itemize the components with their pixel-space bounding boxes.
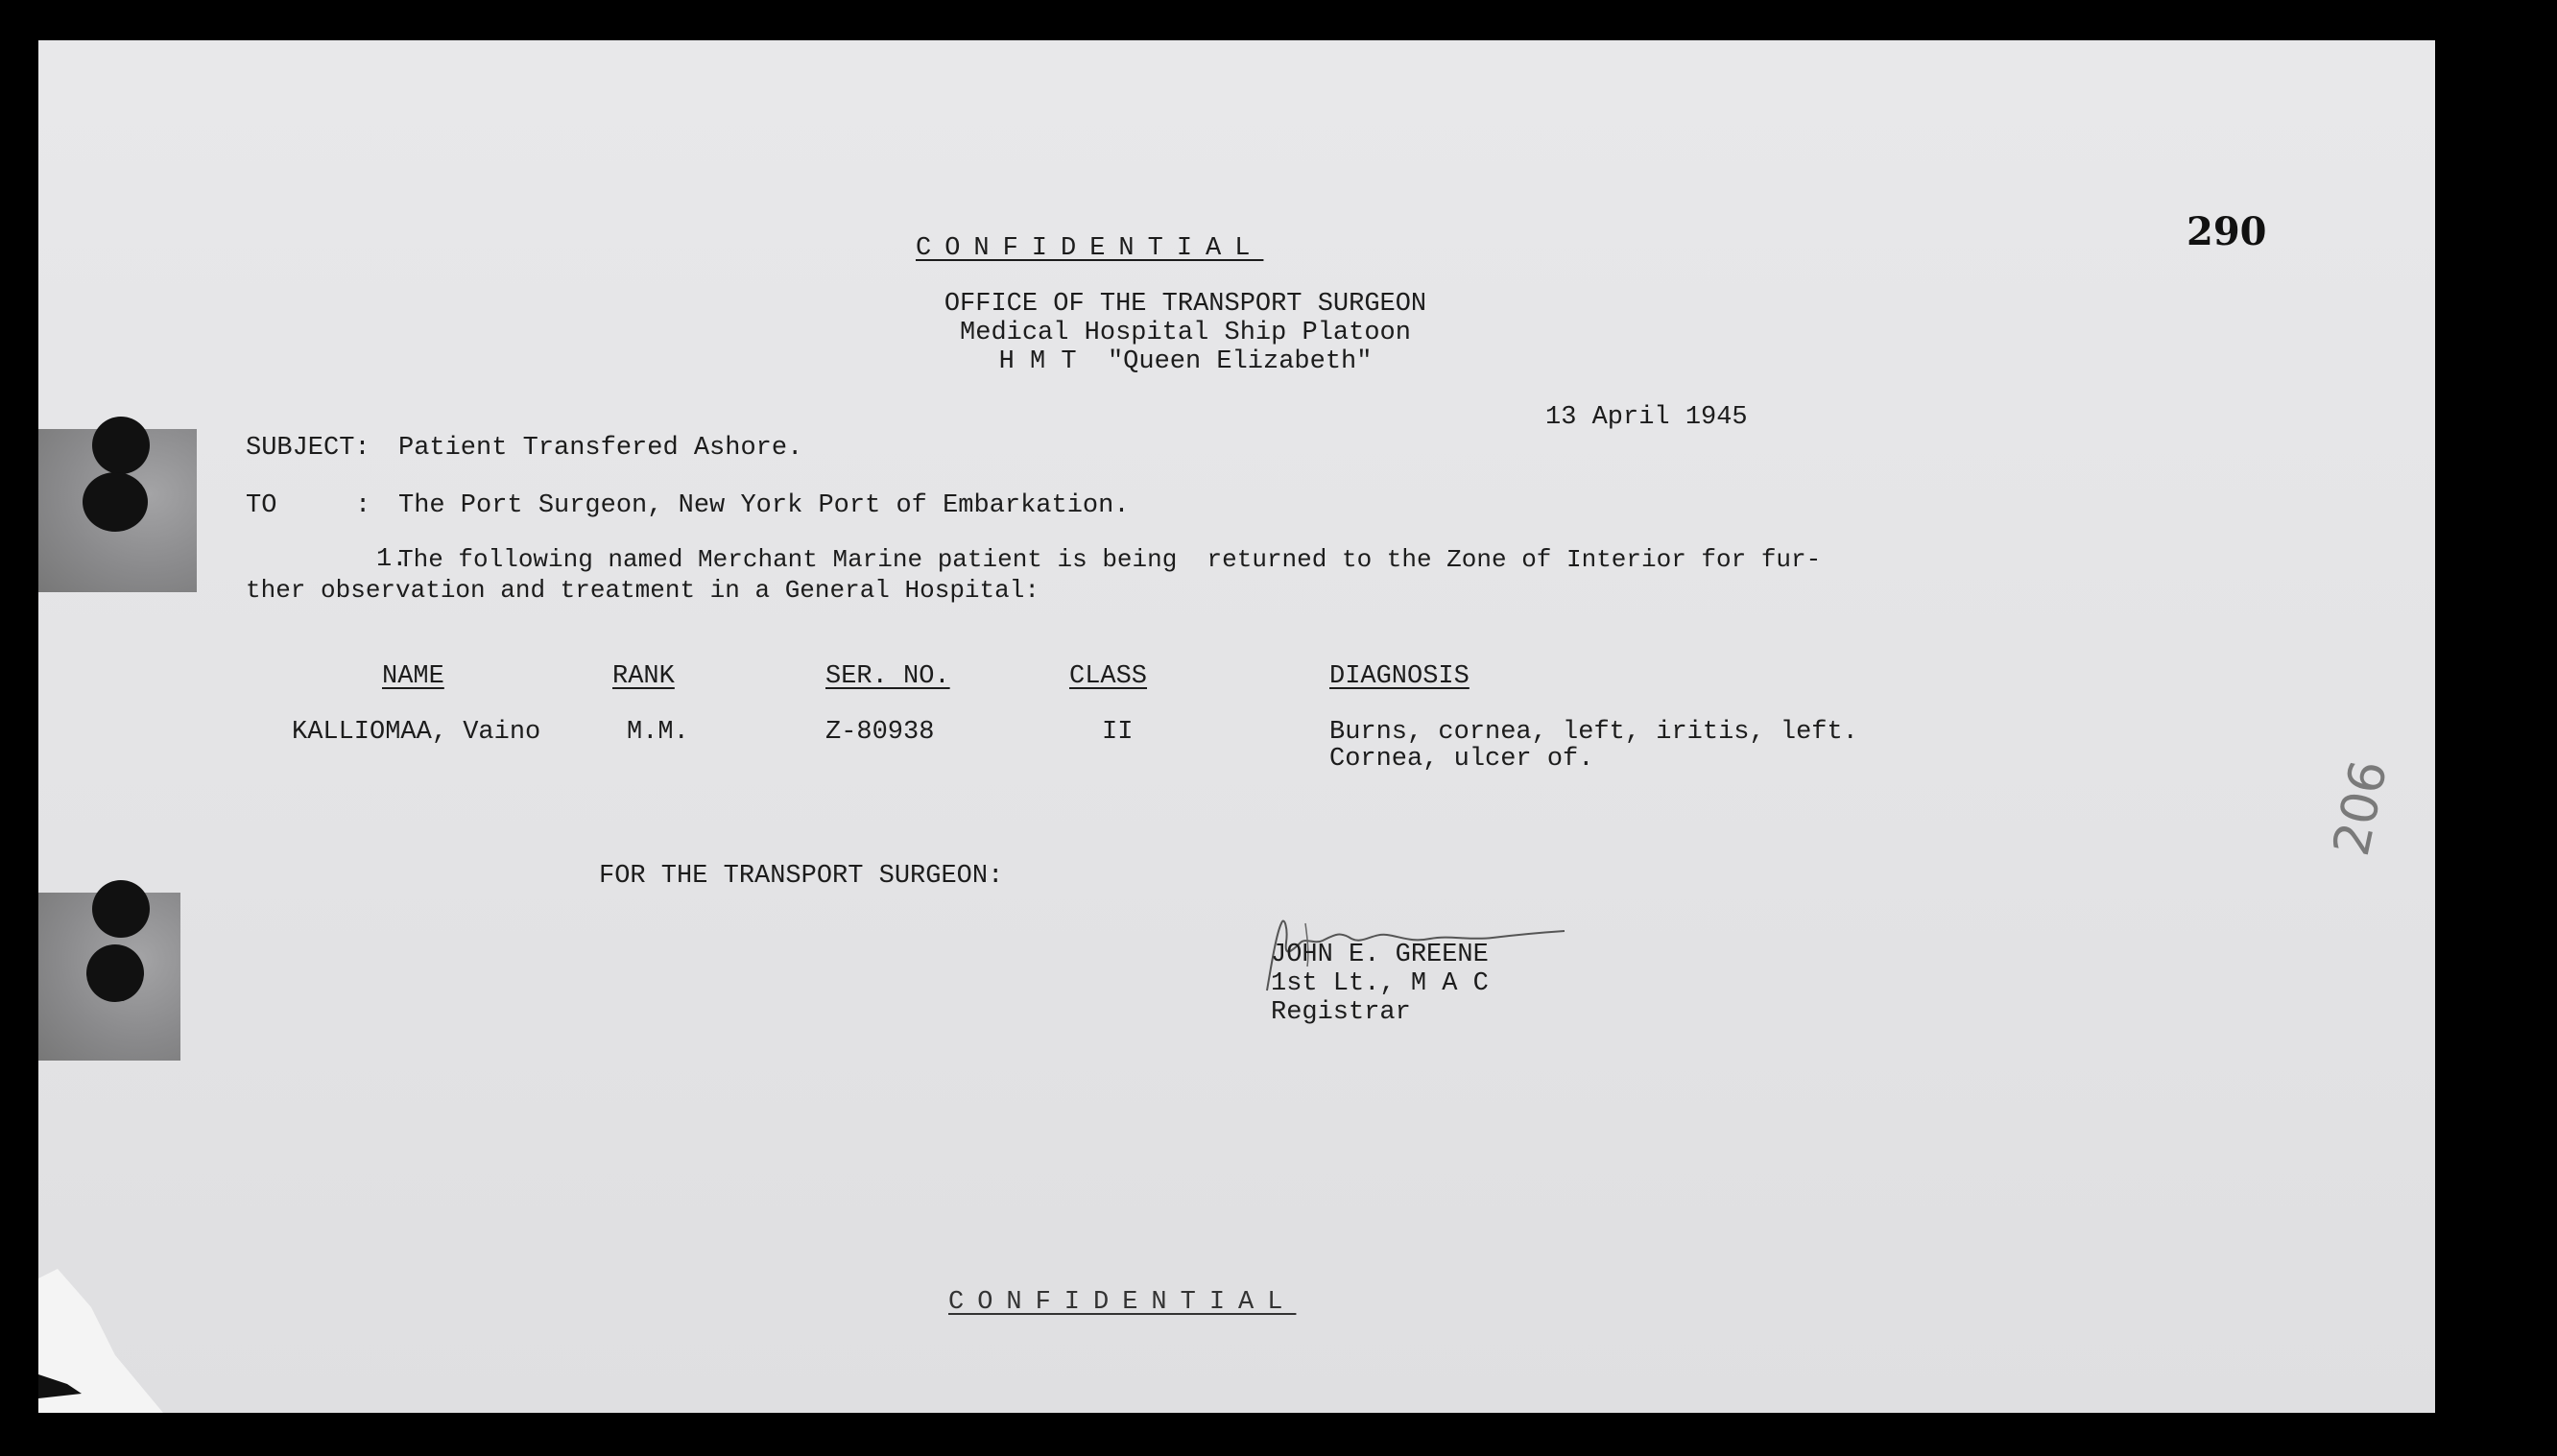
patient-ser-no: Z-80938 [825, 718, 935, 747]
handwritten-number: 206 [2322, 755, 2400, 861]
unit-title: Medical Hospital Ship Platoon [960, 319, 1411, 347]
paragraph-line-2: ther observation and treatment in a General Hospital: [246, 576, 1040, 605]
punch-hole [86, 944, 144, 1002]
document-page [38, 40, 2435, 1413]
signer-name: JOHN E. GREENE [1271, 941, 1489, 969]
header-name: NAME [382, 662, 444, 691]
header-rank: RANK [612, 662, 675, 691]
patient-diagnosis-line-1: Burns, cornea, left, iritis, left. [1329, 718, 1858, 747]
punch-hole [92, 417, 150, 474]
to-label: TO [246, 491, 277, 520]
header-diagnosis: DIAGNOSIS [1329, 662, 1470, 691]
signer-title: Registrar [1271, 998, 1411, 1027]
punch-hole [83, 472, 148, 532]
patient-name: KALLIOMAA, Vaino [292, 718, 541, 747]
classification-footer: CONFIDENTIAL [948, 1288, 1297, 1317]
patient-class: II [1102, 718, 1134, 747]
torn-corner [38, 1240, 192, 1413]
patient-rank: M.M. [627, 718, 689, 747]
paragraph-number: 1. [376, 545, 408, 574]
signer-rank: 1st Lt., M A C [1271, 969, 1489, 998]
to-text: The Port Surgeon, New York Port of Embarkation. [398, 491, 1130, 520]
header-ser-no: SER. NO. [825, 662, 950, 691]
subject-label: SUBJECT: [246, 434, 370, 463]
punch-hole [92, 880, 150, 938]
patient-diagnosis-line-2: Cornea, ulcer of. [1329, 745, 1594, 774]
office-title: OFFICE OF THE TRANSPORT SURGEON [944, 290, 1427, 319]
paragraph-line-1: The following named Merchant Marine patient is being returned to the Zone of Interior for fur- [398, 545, 1822, 574]
closing-line: FOR THE TRANSPORT SURGEON: [599, 862, 1004, 891]
ship-title: H M T "Queen Elizabeth" [998, 347, 1373, 376]
classification-header: CONFIDENTIAL [916, 234, 1264, 263]
page-number: 290 [2187, 209, 2267, 254]
subject-text: Patient Transfered Ashore. [398, 434, 803, 463]
to-colon: : [355, 491, 371, 520]
header-class: CLASS [1069, 662, 1148, 691]
document-date: 13 April 1945 [1545, 403, 1748, 432]
